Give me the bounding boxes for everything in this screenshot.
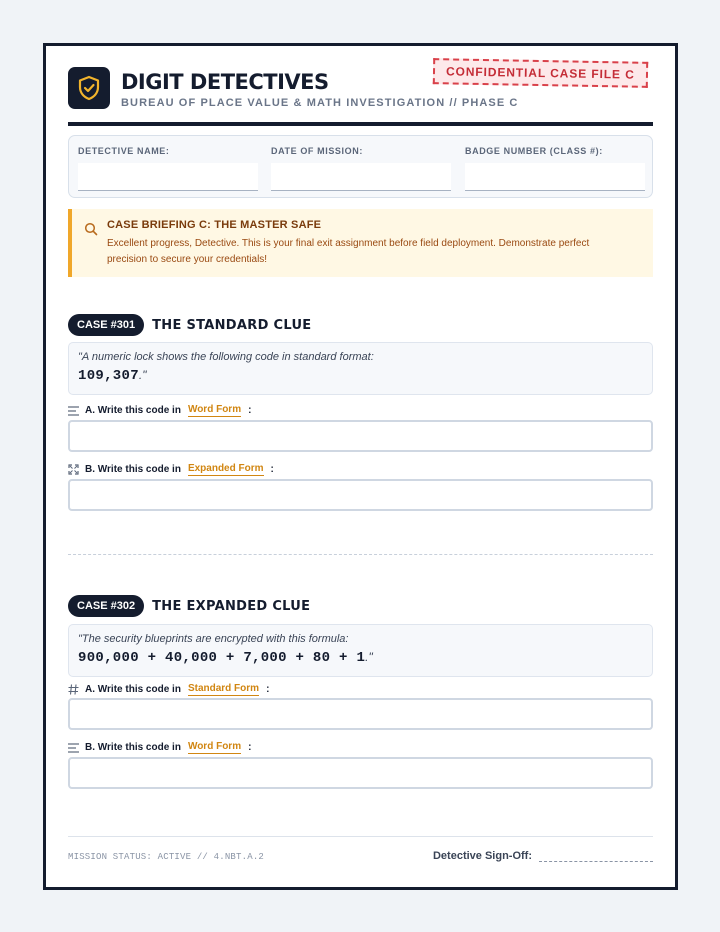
sign-off <box>433 848 653 862</box>
confidential-stamp: CONFIDENTIAL CASE FILE C <box>433 58 648 88</box>
clue-code-line <box>78 649 643 666</box>
case-301-part-b-prompt <box>68 463 274 476</box>
case-302-answer-a-input[interactable] <box>68 698 653 730</box>
case-301-answer-b-input[interactable] <box>68 479 653 511</box>
clue-tail: ." <box>365 650 373 664</box>
prompt-keyword: Word Form <box>187 404 242 415</box>
case-302-part-a-prompt <box>68 683 269 696</box>
hash-icon <box>68 684 79 695</box>
case-number-badge: CASE #301 <box>68 314 144 336</box>
prompt-keyword: Word Form <box>187 741 242 752</box>
prompt-prefix: A. Write this code in <box>85 684 181 695</box>
prompt-suffix: : <box>266 684 270 695</box>
case-302-answer-b-input[interactable] <box>68 757 653 789</box>
prompt-prefix: A. Write this code in <box>85 405 181 416</box>
briefing-heading: CASE BRIEFING C: THE MASTER SAFE <box>107 219 322 231</box>
briefing-body: Excellent progress, Detective. This is your final exit assignment before field deployment. Demonstrate perfect precision to secure your credentials! <box>107 238 590 265</box>
mission-date-field <box>271 146 451 191</box>
expand-icon <box>68 464 79 475</box>
case-301-answer-a-input[interactable] <box>68 420 653 452</box>
clue-text: "The security blueprints are encrypted with this formula: <box>78 633 349 645</box>
clue-code: 900,000 + 40,000 + 7,000 + 80 + 1 <box>78 650 366 666</box>
clue-code: 109,307 <box>78 368 139 384</box>
mission-status: MISSION STATUS: ACTIVE // 4.NBT.A.2 <box>68 852 265 862</box>
prompt-suffix: : <box>248 742 252 753</box>
section-divider <box>68 554 653 555</box>
header-rule <box>68 122 653 126</box>
case-301-header <box>68 314 312 336</box>
detective-name-label: DETECTIVE NAME: <box>78 146 170 156</box>
mission-date-input[interactable] <box>271 163 451 191</box>
shield-check-icon <box>68 67 110 109</box>
case-briefing <box>68 209 653 277</box>
signoff-label: Detective Sign-Off: <box>432 850 532 862</box>
mission-date-label: DATE OF MISSION: <box>271 146 363 156</box>
footer-rule <box>68 836 653 837</box>
case-301-clue <box>68 342 653 395</box>
detective-info-panel <box>68 135 653 198</box>
case-302-part-b-prompt <box>68 741 251 754</box>
badge-number-input[interactable] <box>465 163 645 191</box>
clue-code-line <box>78 367 643 384</box>
page-subtitle: BUREAU OF PLACE VALUE & MATH INVESTIGATION // PHASE C <box>121 97 519 109</box>
magnifier-icon <box>84 222 98 241</box>
clue-tail: ." <box>138 368 147 382</box>
lines-icon <box>68 743 79 753</box>
badge-number-label: BADGE NUMBER (CLASS #): <box>465 146 603 156</box>
prompt-prefix: B. Write this code in <box>85 742 181 753</box>
badge-number-field <box>465 146 645 191</box>
prompt-suffix: : <box>248 405 252 416</box>
case-302-header <box>68 595 310 617</box>
case-302-clue <box>68 624 653 677</box>
detective-name-input[interactable] <box>78 163 258 191</box>
case-title: THE STANDARD CLUE <box>152 317 312 333</box>
case-title: THE EXPANDED CLUE <box>152 598 311 614</box>
lines-icon <box>68 406 79 416</box>
page-title: DIGIT DETECTIVES <box>121 70 329 94</box>
clue-text: "A numeric lock shows the following code in standard format: <box>78 351 374 363</box>
case-301-part-a-prompt <box>68 404 251 417</box>
case-number-badge: CASE #302 <box>68 595 144 617</box>
prompt-keyword: Standard Form <box>187 683 260 694</box>
prompt-keyword: Expanded Form <box>187 463 264 474</box>
prompt-prefix: B. Write this code in <box>85 464 181 475</box>
signature-line[interactable] <box>539 848 653 862</box>
worksheet <box>43 43 678 890</box>
detective-name-field <box>78 146 258 191</box>
prompt-suffix: : <box>270 464 274 475</box>
